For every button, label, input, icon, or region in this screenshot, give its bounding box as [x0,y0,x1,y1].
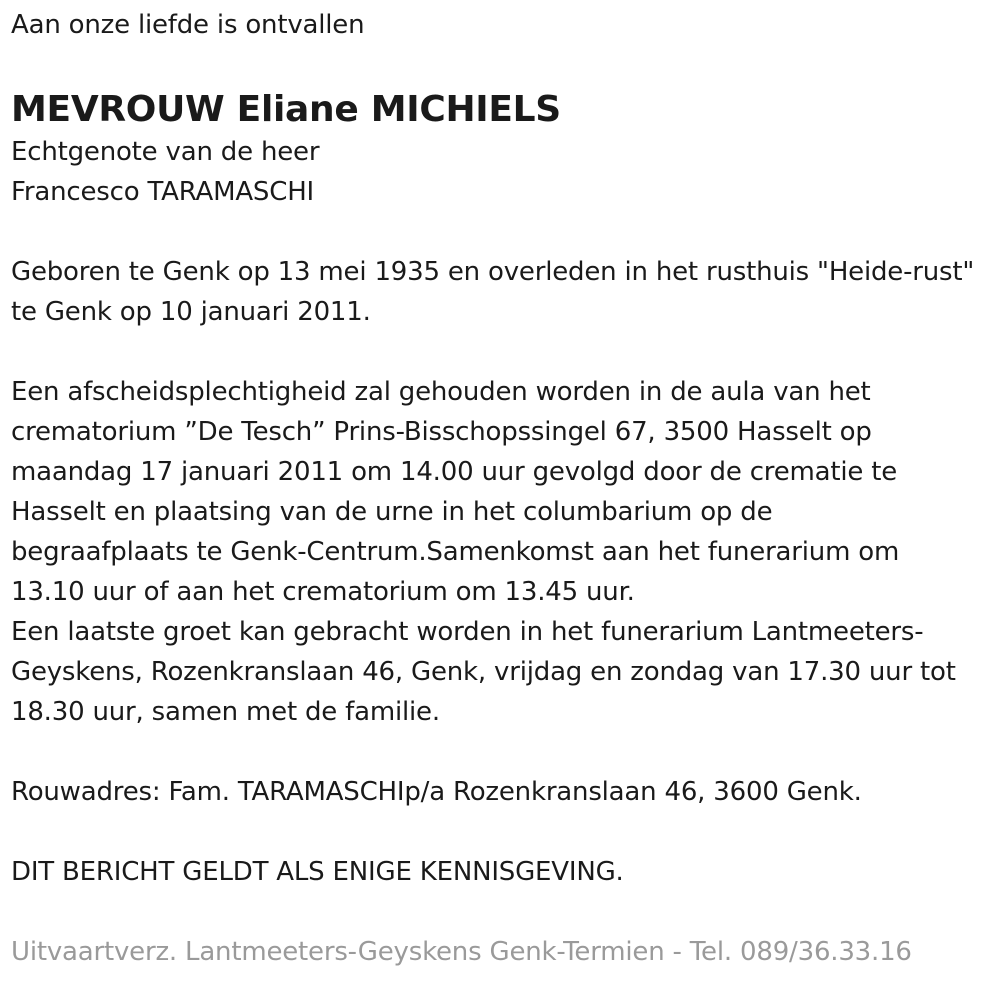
intro-text: Aan onze liefde is ontvallen [11,10,365,40]
ceremony-line-8: Geyskens, Rozenkranslaan 46, Genk, vrijdag en zondag van 17.30 uur tot [11,657,956,687]
spouse-line-2: Francesco TARAMASCHI [11,177,315,207]
obituary-document [11,0,996,972]
ceremony-line-1: Een afscheidsplechtigheid zal gehouden worden in de aula van het [11,377,871,407]
ceremony-line-2: crematorium ”De Tesch” Prins-Bisschopssingel 67, 3500 Hasselt op [11,417,872,447]
birth-death-line-2: te Genk op 10 januari 2011. [11,297,371,327]
ceremony-line-6: 13.10 uur of aan het crematorium om 13.45 uur. [11,577,635,607]
ceremony-line-7: Een laatste groet kan gebracht worden in het funerarium Lantmeeters- [11,617,924,647]
mourning-address: Rouwadres: Fam. TARAMASCHIp/a Rozenkranslaan 46, 3600 Genk. [11,777,862,807]
spouse-line-1: Echtgenote van de heer [11,137,320,167]
ceremony-line-3: maandag 17 januari 2011 om 14.00 uur gevolgd door de crematie te [11,457,898,487]
birth-death-line-1: Geboren te Genk op 13 mei 1935 en overleden in het rusthuis "Heide-rust" [11,257,975,287]
notice-text: DIT BERICHT GELDT ALS ENIGE KENNISGEVING. [11,857,624,887]
ceremony-line-4: Hasselt en plaatsing van de urne in het columbarium op de [11,497,773,527]
funeral-home-footer: Uitvaartverz. Lantmeeters-Geyskens Genk-Termien - Tel. 089/36.33.16 [11,937,912,967]
ceremony-line-5: begraafplaats te Genk-Centrum.Samenkomst aan het funerarium om [11,537,900,567]
ceremony-line-9: 18.30 uur, samen met de familie. [11,697,440,727]
deceased-name: MEVROUW Eliane MICHIELS [11,89,561,130]
